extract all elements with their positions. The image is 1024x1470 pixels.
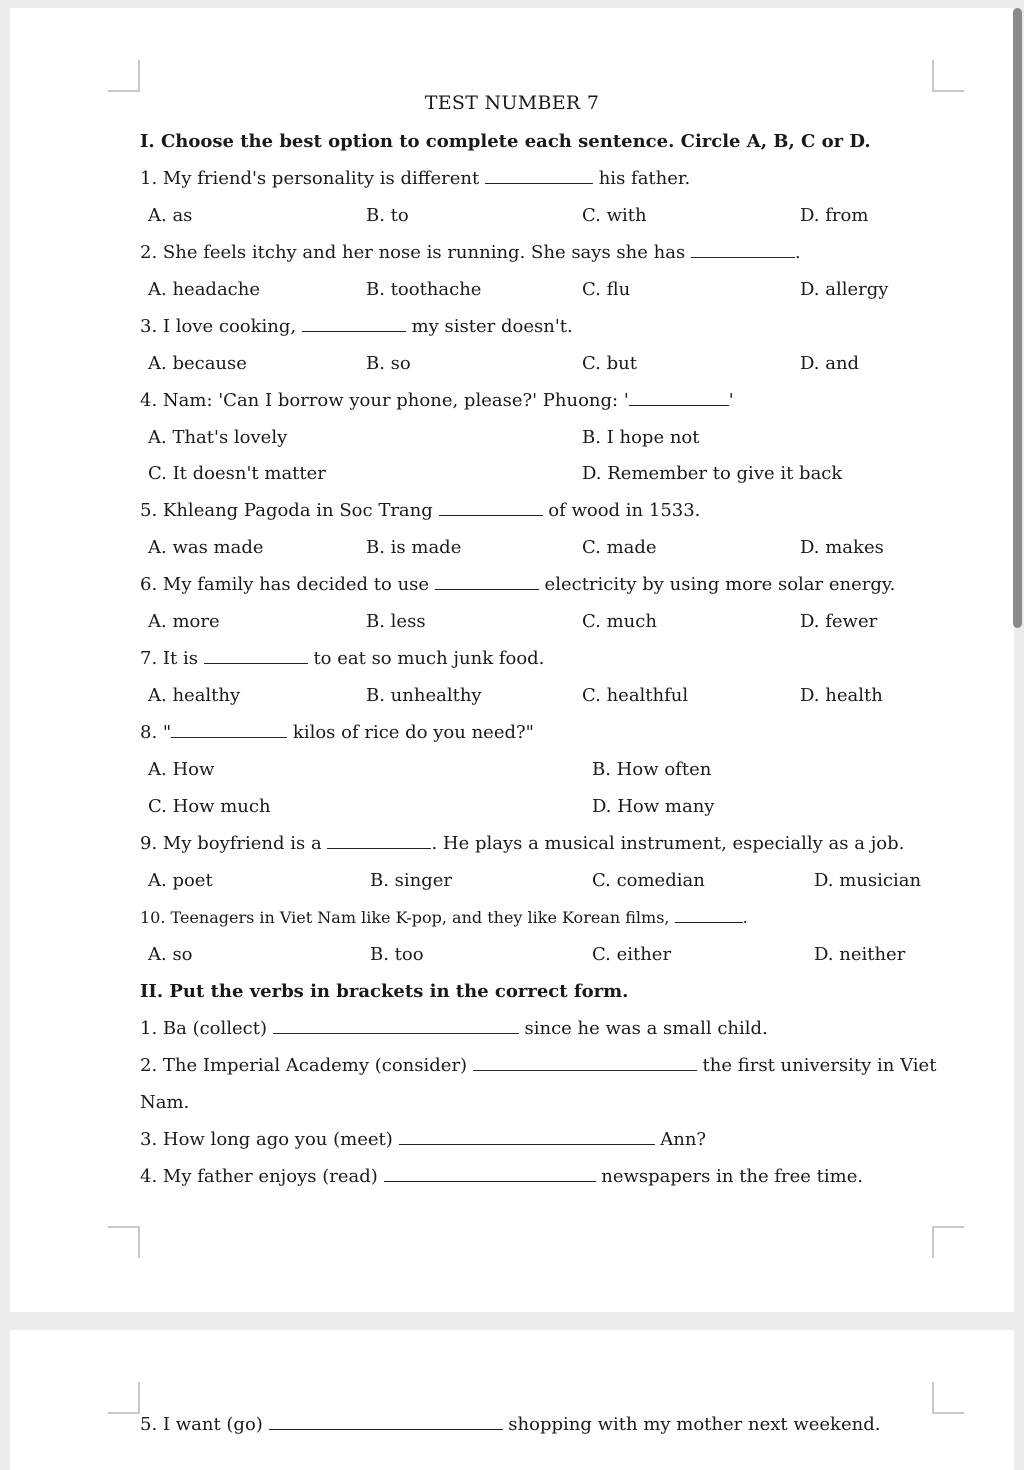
option-d[interactable]: D. fewer xyxy=(800,611,878,632)
verb-question-5-text-end: shopping with my mother next weekend. xyxy=(508,1414,881,1435)
option-c[interactable]: C. either xyxy=(592,944,672,965)
question-4-text-end: ' xyxy=(728,390,734,411)
answer-blank[interactable] xyxy=(171,722,287,738)
answer-blank[interactable] xyxy=(675,907,743,923)
verb-question-4-text-end: newspapers in the free time. xyxy=(601,1166,864,1187)
answer-blank[interactable] xyxy=(273,1018,519,1034)
answer-blank[interactable] xyxy=(269,1414,503,1430)
page-corner-mark xyxy=(932,1226,964,1258)
verb-question-4-text: 4. My father enjoys (read) xyxy=(140,1166,378,1187)
question-3-text: 3. I love cooking, xyxy=(140,316,297,337)
question-3 xyxy=(140,316,573,337)
option-b[interactable]: B. to xyxy=(366,205,409,226)
question-2-text-end: . xyxy=(794,242,801,263)
answer-blank[interactable] xyxy=(384,1166,596,1182)
option-d[interactable]: D. Remember to give it back xyxy=(582,463,843,484)
option-b[interactable]: B. too xyxy=(370,944,424,965)
question-10-text: 10. Teenagers in Viet Nam like K-pop, and they like Korean films, xyxy=(140,908,670,927)
question-4-text: 4. Nam: 'Can I borrow your phone, please?' Phuong: ' xyxy=(140,390,629,411)
option-d[interactable]: D. health xyxy=(800,685,883,706)
question-8-text: 8. " xyxy=(140,722,172,743)
verb-question-2-continuation: Nam. xyxy=(140,1092,190,1113)
option-d[interactable]: D. makes xyxy=(800,537,884,558)
verb-question-1-text-end: since he was a small child. xyxy=(524,1018,768,1039)
question-2 xyxy=(140,242,801,263)
option-d[interactable]: D. musician xyxy=(814,870,922,891)
verb-question-5-text: 5. I want (go) xyxy=(140,1414,263,1435)
answer-blank[interactable] xyxy=(302,316,406,332)
option-b[interactable]: B. so xyxy=(366,353,411,374)
verb-question-1 xyxy=(140,1018,768,1039)
answer-blank[interactable] xyxy=(485,168,593,184)
answer-blank[interactable] xyxy=(691,242,795,258)
answer-blank[interactable] xyxy=(204,648,308,664)
answer-blank[interactable] xyxy=(435,574,539,590)
page-corner-mark xyxy=(108,1382,140,1414)
question-1 xyxy=(140,168,690,189)
question-5-text: 5. Khleang Pagoda in Soc Trang xyxy=(140,500,433,521)
question-4 xyxy=(140,390,734,411)
question-9-text: 9. My boyfriend is a xyxy=(140,833,322,854)
option-a[interactable]: A. headache xyxy=(148,279,260,300)
page-corner-mark xyxy=(108,60,140,92)
option-a[interactable]: A. poet xyxy=(148,870,213,891)
option-c[interactable]: C. made xyxy=(582,537,657,558)
option-a[interactable]: A. because xyxy=(148,353,247,374)
option-b[interactable]: B. singer xyxy=(370,870,453,891)
option-a[interactable]: A. healthy xyxy=(148,685,241,706)
question-5-text-end: of wood in 1533. xyxy=(548,500,701,521)
option-b[interactable]: B. toothache xyxy=(366,279,482,300)
verb-question-2-text-end: the first university in Viet xyxy=(702,1055,937,1076)
vertical-scrollbar[interactable] xyxy=(1013,8,1022,628)
option-d[interactable]: D. and xyxy=(800,353,860,374)
answer-blank[interactable] xyxy=(473,1055,697,1071)
option-c[interactable]: C. healthful xyxy=(582,685,689,706)
verb-question-1-text: 1. Ba (collect) xyxy=(140,1018,268,1039)
option-c[interactable]: C. comedian xyxy=(592,870,705,891)
question-7-text: 7. It is xyxy=(140,648,198,669)
question-1-text: 1. My friend's personality is different xyxy=(140,168,480,189)
verb-question-3-text: 3. How long ago you (meet) xyxy=(140,1129,393,1150)
answer-blank[interactable] xyxy=(629,390,729,406)
question-3-text-end: my sister doesn't. xyxy=(411,316,573,337)
page-corner-mark xyxy=(932,60,964,92)
question-8-text-end: kilos of rice do you need?" xyxy=(292,722,534,743)
document-title: TEST NUMBER 7 xyxy=(424,92,600,114)
option-b[interactable]: B. I hope not xyxy=(582,427,700,448)
question-8 xyxy=(140,722,534,743)
option-a[interactable]: A. was made xyxy=(148,537,264,558)
page-corner-mark xyxy=(108,1226,140,1258)
option-c[interactable]: C. How much xyxy=(148,796,271,817)
option-c[interactable]: C. much xyxy=(582,611,657,632)
answer-blank[interactable] xyxy=(399,1129,655,1145)
verb-question-3 xyxy=(140,1129,706,1150)
option-b[interactable]: B. unhealthy xyxy=(366,685,482,706)
question-6-text: 6. My family has decided to use xyxy=(140,574,430,595)
question-9 xyxy=(140,833,904,854)
page-corner-mark xyxy=(932,1382,964,1414)
option-a[interactable]: A. How xyxy=(148,759,215,780)
document-page-1 xyxy=(10,8,1014,1312)
question-6-text-end: electricity by using more solar energy. xyxy=(544,574,896,595)
verb-question-2-text: 2. The Imperial Academy (consider) xyxy=(140,1055,468,1076)
option-c[interactable]: C. with xyxy=(582,205,647,226)
option-b[interactable]: B. is made xyxy=(366,537,462,558)
question-5 xyxy=(140,500,700,521)
question-2-text: 2. She feels itchy and her nose is running. She says she has xyxy=(140,242,686,263)
question-10-text-end: . xyxy=(742,908,748,927)
question-7 xyxy=(140,648,544,669)
answer-blank[interactable] xyxy=(439,500,543,516)
section-1-heading: I. Choose the best option to complete each sentence. Circle A, B, C or D. xyxy=(140,131,871,152)
question-1-text-end: his father. xyxy=(598,168,691,189)
section-2-heading: II. Put the verbs in brackets in the correct form. xyxy=(140,981,629,1002)
option-b[interactable]: B. less xyxy=(366,611,426,632)
question-7-text-end: to eat so much junk food. xyxy=(313,648,545,669)
option-a[interactable]: A. more xyxy=(148,611,220,632)
option-c[interactable]: C. flu xyxy=(582,279,631,300)
document-page-2 xyxy=(10,1330,1014,1470)
option-d[interactable]: D. allergy xyxy=(800,279,889,300)
option-d[interactable]: D. from xyxy=(800,205,869,226)
option-c[interactable]: C. but xyxy=(582,353,637,374)
question-6 xyxy=(140,574,895,595)
answer-blank[interactable] xyxy=(327,833,431,849)
verb-question-5 xyxy=(140,1414,880,1435)
option-a[interactable]: A. as xyxy=(148,205,193,226)
option-d[interactable]: D. How many xyxy=(592,796,715,817)
question-10 xyxy=(140,907,748,927)
verb-question-4 xyxy=(140,1166,863,1187)
option-b[interactable]: B. How often xyxy=(592,759,712,780)
option-a[interactable]: A. That's lovely xyxy=(148,427,288,448)
option-c[interactable]: C. It doesn't matter xyxy=(148,463,326,484)
option-a[interactable]: A. so xyxy=(148,944,193,965)
verb-question-2 xyxy=(140,1055,936,1076)
option-d[interactable]: D. neither xyxy=(814,944,906,965)
question-9-text-end: . He plays a musical instrument, especially as a job. xyxy=(431,833,905,854)
verb-question-3-text-end: Ann? xyxy=(660,1129,707,1150)
